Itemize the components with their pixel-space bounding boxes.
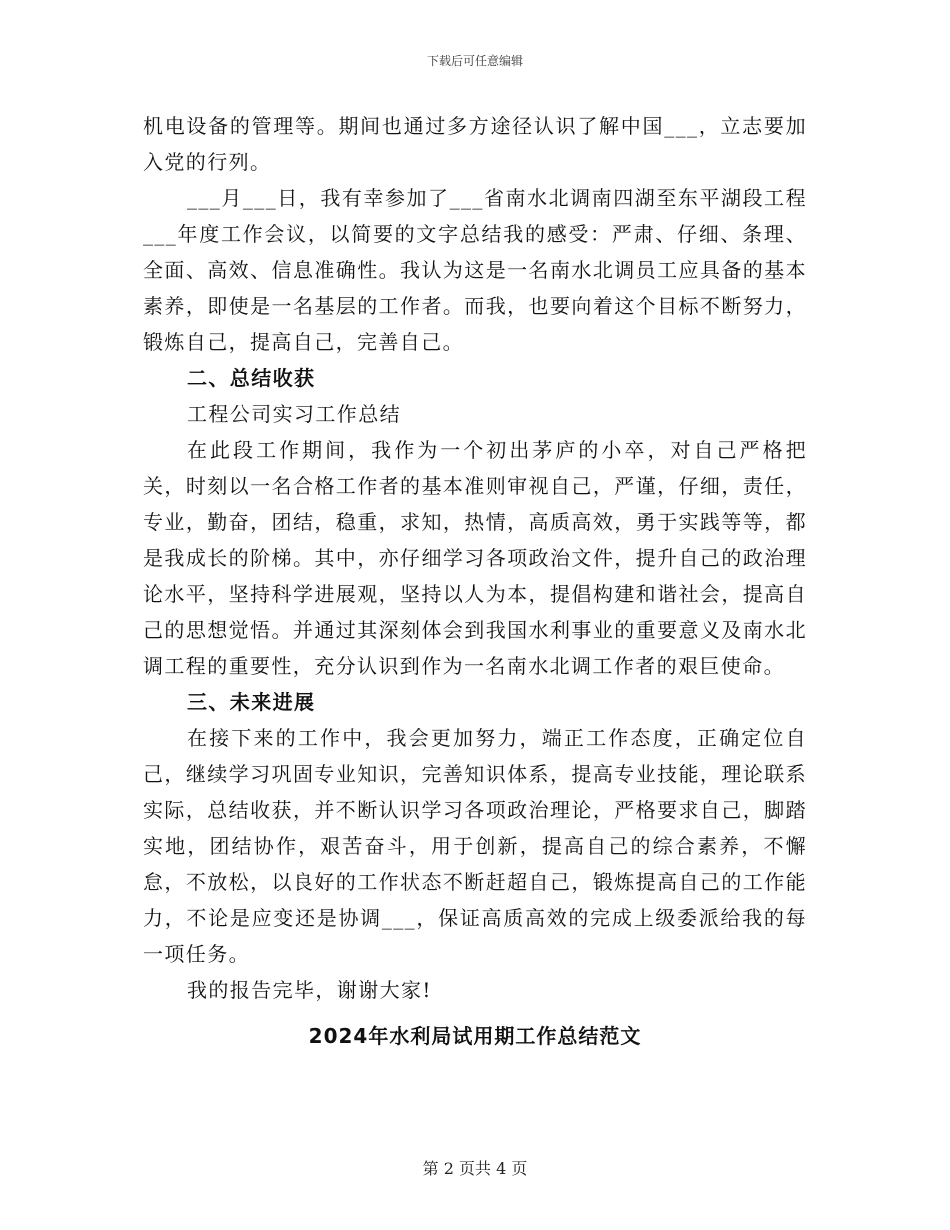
- section-heading-3: 三、未来进展: [187, 690, 316, 714]
- section-subtitle: 工程公司实习工作总结: [187, 402, 401, 426]
- page-header: 下载后可任意编辑: [426, 54, 523, 68]
- paragraph-4: 在接下来的工作中，我会更加努力，端正工作态度，正确定位自己，继续学习巩固专业知识，完善知识体系，提高专业技能，理论联系实际，总结收获，并不断认识学习各项政治理论，严格要求自己，脚踏实地，团结协作，艰苦奋斗，用于创新，提高自己的综合素养，不懈怠，不放松，以良好的工作状态不断赶超自己，锻炼提高自己的工作能力，不论是应变还是协调___，保证高质高效的完成上级委派给我的每一项任务。: [143, 726, 807, 966]
- page-footer: 第 2 页共 4 页: [422, 1159, 528, 1178]
- paragraph-1: 机电设备的管理等。期间也通过多方途径认识了解中国___，立志要加入党的行列。: [143, 114, 807, 174]
- paragraph-3: 在此段工作期间，我作为一个初出茅庐的小卒，对自己严格把关，时刻以一名合格工作者的基本准则审视自己，严谨，仔细，责任，专业，勤奋，团结，稳重，求知，热情，高质高效，勇于实践等等，都是我成长的阶梯。其中，亦仔细学习各项政治文件，提升自己的政治理论水平，坚持科学进展观，坚持以人为本，提倡构建和谐社会，提高自己的思想觉悟。并通过其深刻体会到我国水利事业的重要意义及南水北调工程的重要性，充分认识到作为一名南水北调工作者的艰巨使命。: [143, 438, 807, 678]
- section-heading-2: 二、总结收获: [187, 366, 316, 390]
- document-body: [143, 108, 807, 1056]
- document-title: 2024年水利局试用期工作总结范文: [308, 1024, 642, 1048]
- paragraph-2: ___月___日，我有幸参加了___省南水北调南四湖至东平湖段工程___年度工作会议，以简要的文字总结我的感受：严肃、仔细、条理、全面、高效、信息准确性。我认为这是一名南水北调员工应具备的基本素养，即使是一名基层的工作者。而我，也要向着这个目标不断努力，锻炼自己，提高自己，完善自己。: [143, 186, 807, 354]
- paragraph-5: 我的报告完毕，谢谢大家!: [187, 978, 432, 1002]
